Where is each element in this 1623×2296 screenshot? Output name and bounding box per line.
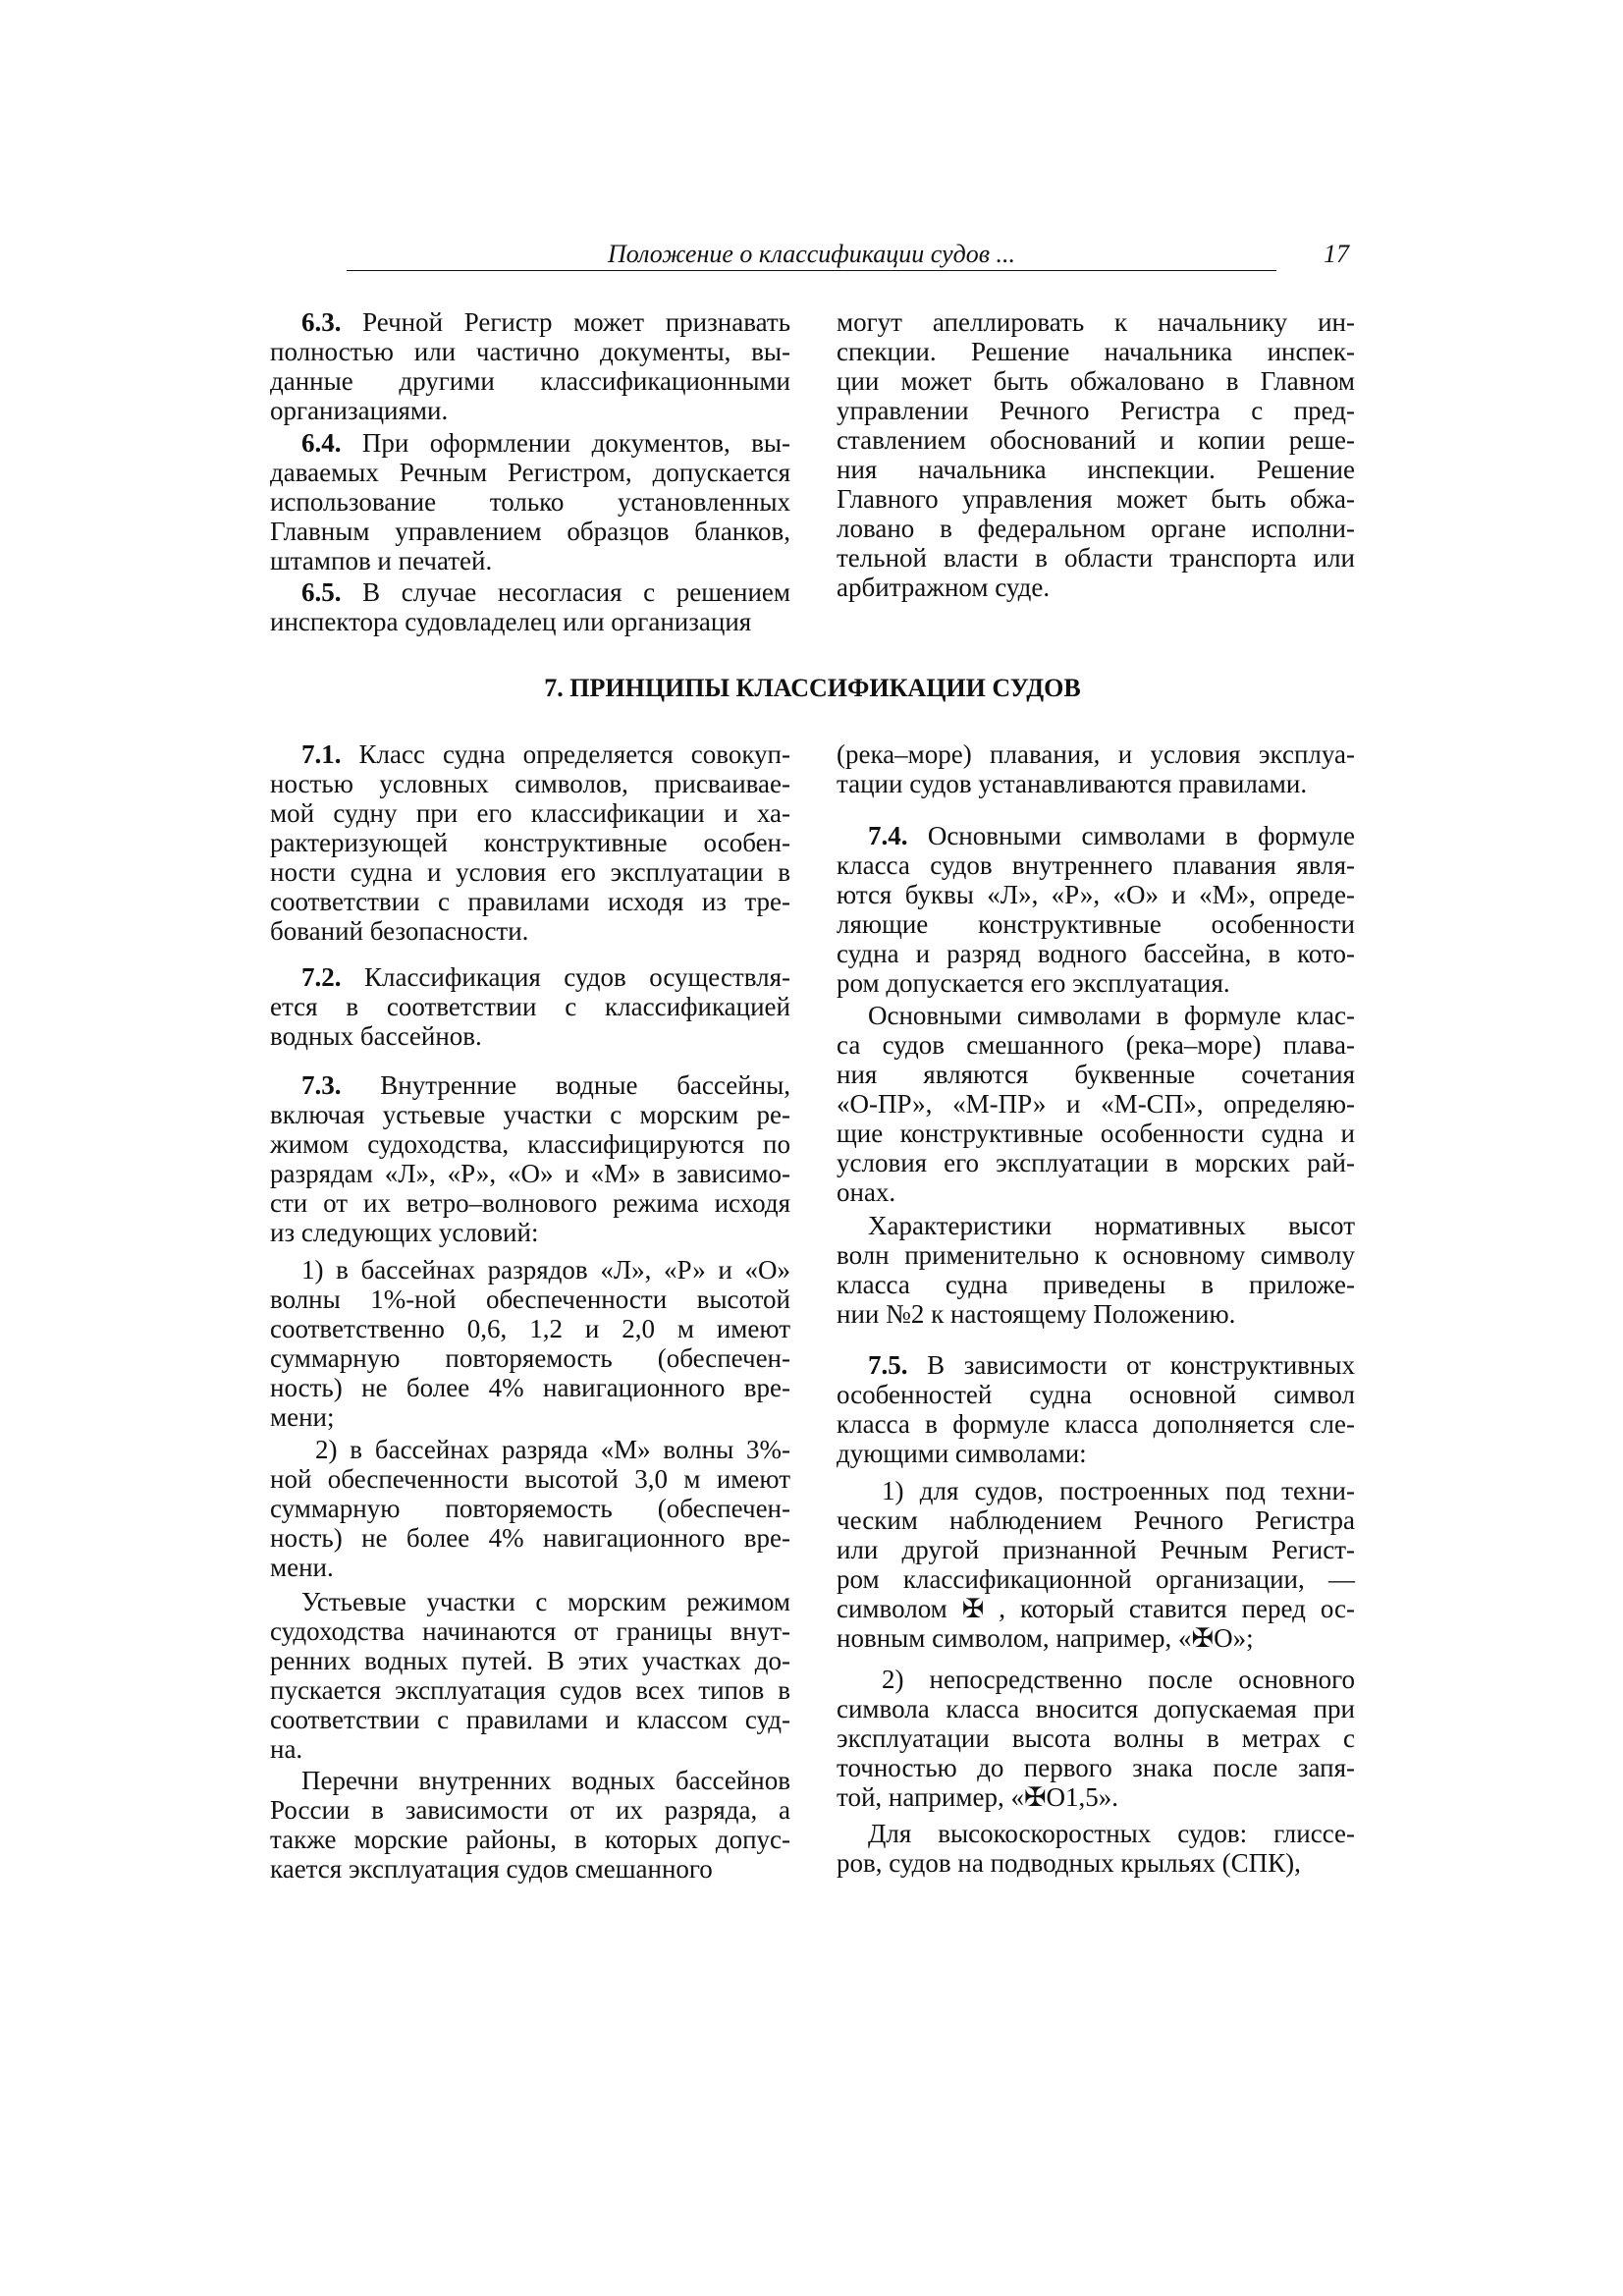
text-line <box>270 428 790 458</box>
paragraph-7-5-item-1 <box>837 1476 1355 1653</box>
text-line <box>270 769 790 798</box>
line-text: ческим наблюдением Речного Регистра <box>837 1505 1355 1535</box>
paragraph-basin-lists-continued <box>837 739 1355 798</box>
line-text: ной обеспеченности высотой 3,0 м имеют <box>270 1464 790 1494</box>
line-text: волн применительно к основному символу <box>837 1240 1355 1270</box>
text-line <box>837 484 1355 514</box>
text-line <box>270 1343 790 1373</box>
text-line <box>837 1270 1355 1299</box>
text-line <box>837 307 1355 337</box>
paragraph-7-1 <box>270 739 790 946</box>
text-line <box>837 1240 1355 1270</box>
text-line <box>837 514 1355 543</box>
text-line <box>837 1439 1355 1468</box>
text-line <box>270 1464 790 1494</box>
section-title: 7. ПРИНЦИПЫ КЛАССИФИКАЦИИ СУДОВ <box>544 674 1081 702</box>
text-line <box>270 1616 790 1646</box>
text-line <box>270 857 790 887</box>
text-line <box>837 850 1355 880</box>
text-line <box>270 607 790 636</box>
line-text: соответствии с правилами исходя из тре- <box>270 887 790 916</box>
line-text: ются буквы «Л», «Р», «О» и «М», опреде- <box>837 880 1355 909</box>
text-line <box>270 396 790 425</box>
line-text: (река–море) плавания, и условия эксплуа- <box>837 739 1355 769</box>
line-text: использование только установленных <box>270 487 790 517</box>
line-text: Главным управлением образцов бланков, <box>270 517 790 546</box>
clause-number: 6.4. <box>301 428 342 458</box>
text-line <box>837 1819 1355 1848</box>
text-line <box>270 1314 790 1343</box>
paragraph-7-4 <box>837 821 1355 998</box>
line-text: штампов и печатей. <box>270 546 493 575</box>
paragraph-6-3 <box>270 307 790 425</box>
paragraph-7-5 <box>837 1350 1355 1468</box>
line-text: символа класса вносится допускаемая при <box>837 1694 1355 1723</box>
text-line <box>270 546 790 575</box>
text-line <box>270 916 790 946</box>
paragraph-6-5 <box>270 577 790 636</box>
line-text: инспектора судовладелец или организация <box>270 607 752 636</box>
text-line <box>270 1435 790 1464</box>
line-text: ставлением обоснований и копии реше- <box>837 425 1355 455</box>
line-text: 2) непосредственно после основного <box>882 1665 1355 1694</box>
running-header-title: Положение о классификации судов ... <box>607 240 1016 268</box>
clause-number: 6.5. <box>301 577 342 607</box>
text-line <box>270 1188 790 1218</box>
text-line <box>270 1825 790 1854</box>
text-line <box>270 1159 790 1188</box>
text-line <box>270 828 790 857</box>
text-line <box>837 1476 1355 1505</box>
text-line <box>270 887 790 916</box>
text-line <box>837 573 1355 602</box>
text-line <box>270 962 790 992</box>
text-line <box>837 1782 1355 1812</box>
text-line <box>270 1285 790 1314</box>
line-text: дующими символами: <box>837 1439 1087 1468</box>
text-line <box>837 1030 1355 1060</box>
text-line <box>837 1723 1355 1753</box>
line-text: условия его эксплуатации в морских рай- <box>837 1148 1355 1177</box>
line-text: са судов смешанного (река–море) плава- <box>837 1030 1355 1060</box>
text-line <box>270 1402 790 1432</box>
line-text: ния являются буквенные сочетания <box>837 1060 1355 1089</box>
paragraph-7-2 <box>270 962 790 1051</box>
text-line <box>270 577 790 607</box>
text-line <box>837 1380 1355 1409</box>
line-text: ния начальника инспекции. Решение <box>837 455 1355 484</box>
text-line <box>270 337 790 366</box>
line-text: Перечни внутренних водных бассейнов <box>301 1766 790 1795</box>
paragraph-wave-heights <box>837 1211 1355 1329</box>
line-text: ром допускается его эксплуатация. <box>837 968 1230 998</box>
line-text: ностью условных символов, присваивае- <box>270 769 790 798</box>
line-text: мени. <box>270 1553 334 1582</box>
text-line <box>270 798 790 828</box>
line-text: ность) не более 4% навигационного вре- <box>270 1373 790 1402</box>
line-text: ром классификационной организации, — <box>837 1564 1355 1594</box>
clause-number: 7.3. <box>301 1070 342 1100</box>
line-text: разрядам «Л», «Р», «О» и «М» в зависимо- <box>270 1159 790 1188</box>
text-line <box>270 1373 790 1402</box>
text-line <box>270 1129 790 1159</box>
text-line <box>270 1766 790 1795</box>
paragraph-high-speed <box>837 1819 1355 1878</box>
line-text: также морские районы, в которых допус- <box>270 1825 790 1854</box>
text-line <box>837 1001 1355 1030</box>
paragraph-6-4 <box>270 428 790 575</box>
text-line <box>270 1795 790 1825</box>
text-line <box>837 455 1355 484</box>
text-line <box>837 425 1355 455</box>
line-text: соответственно 0,6, 1,2 и 2,0 м имеют <box>270 1314 790 1343</box>
text-line <box>837 366 1355 396</box>
clause-number: 6.3. <box>301 307 342 337</box>
text-line <box>837 1119 1355 1148</box>
line-text: класса в формуле класса дополняется сле- <box>837 1409 1355 1439</box>
line-text: управлении Речного Регистра с пред- <box>837 396 1355 425</box>
text-line <box>270 366 790 396</box>
line-text: 1) для судов, построенных под техни- <box>882 1476 1355 1505</box>
text-line <box>270 1734 790 1764</box>
line-text: могут апеллировать к начальнику ин- <box>837 307 1355 337</box>
text-line <box>837 1148 1355 1177</box>
text-line <box>270 307 790 337</box>
clause-number: 7.2. <box>301 962 342 992</box>
line-text: Основными символами в формуле <box>927 821 1356 850</box>
text-line <box>837 821 1355 850</box>
text-line <box>270 1646 790 1675</box>
text-line <box>270 1523 790 1553</box>
text-line <box>837 1505 1355 1535</box>
text-line <box>837 1177 1355 1207</box>
text-line <box>837 739 1355 769</box>
text-line <box>837 1409 1355 1439</box>
text-line <box>270 992 790 1021</box>
clause-number: 7.4. <box>868 821 908 850</box>
line-text: точностью до первого знака после запя- <box>837 1753 1355 1782</box>
line-text: сти от их ветро–волнового режима исходя <box>270 1188 790 1218</box>
text-line <box>837 1594 1355 1623</box>
text-line <box>837 1211 1355 1240</box>
line-text: арбитражном суде. <box>837 573 1051 602</box>
paragraph-mixed-navigation <box>837 1001 1355 1207</box>
line-text: особенностей судна основной символ <box>837 1380 1355 1409</box>
line-text: 2) в бассейнах разряда «М» волны 3%- <box>315 1435 790 1464</box>
line-text: нии №2 к настоящему Положению. <box>837 1299 1236 1329</box>
line-text: Внутренние водные бассейны, <box>380 1070 790 1100</box>
line-text: класса судна приведены в приложе- <box>837 1270 1355 1299</box>
text-line <box>837 769 1355 798</box>
line-text: водных бассейнов. <box>270 1021 482 1051</box>
text-line <box>837 880 1355 909</box>
line-text: щие конструктивные особенности судна и <box>837 1119 1355 1148</box>
text-line <box>270 517 790 546</box>
text-line <box>837 1350 1355 1380</box>
line-text: суммарную повторяемость (обеспечен- <box>270 1494 790 1523</box>
line-text: класса судов внутреннего плавания явля- <box>837 850 1355 880</box>
line-text: ляющие конструктивные особенности <box>837 909 1355 939</box>
text-line <box>270 739 790 769</box>
text-line <box>270 1021 790 1051</box>
line-text: ров, судов на подводных крыльях (СПК), <box>837 1848 1301 1878</box>
line-text: онах. <box>837 1177 896 1207</box>
line-text: ности судна и условия его эксплуатации в <box>270 857 790 887</box>
paragraph-7-5-item-2 <box>837 1665 1355 1812</box>
line-text: символом ✠ , который ставится перед ос- <box>837 1594 1355 1623</box>
clause-number: 7.5. <box>868 1350 908 1380</box>
line-text: В случае несогласия с решением <box>362 577 791 607</box>
line-text: мени; <box>270 1402 335 1432</box>
line-text: При оформлении документов, вы- <box>361 428 790 458</box>
text-line <box>837 1299 1355 1329</box>
text-line <box>837 1665 1355 1694</box>
text-line <box>837 543 1355 573</box>
line-text: суммарную повторяемость (обеспечен- <box>270 1343 790 1373</box>
text-line <box>837 968 1355 998</box>
line-text: судна и разряд водного бассейна, в кото- <box>837 939 1355 968</box>
line-text: даваемых Речным Регистром, допускается <box>270 458 790 487</box>
line-text: полностью или частично документы, вы- <box>270 337 790 366</box>
paragraph-7-3 <box>270 1070 790 1247</box>
line-text: данные другими классификационными <box>270 366 790 396</box>
text-line <box>270 1494 790 1523</box>
line-text: ренних водных путей. В этих участках до- <box>270 1646 790 1675</box>
line-text: судоходства начинаются от границы внут- <box>270 1616 790 1646</box>
text-line <box>837 1535 1355 1564</box>
line-text: России в зависимости от их разряда, а <box>270 1795 790 1825</box>
line-text: новным символом, например, «✠О»; <box>837 1623 1254 1653</box>
line-text: соответствии с правилами и классом суд- <box>270 1705 790 1734</box>
line-text: спекции. Решение начальника инспек- <box>837 337 1355 366</box>
line-text: бований безопасности. <box>270 916 529 946</box>
page-number: 17 <box>1324 240 1349 268</box>
text-line <box>837 939 1355 968</box>
line-text: из следующих условий: <box>270 1218 539 1247</box>
text-line <box>270 1255 790 1285</box>
text-line <box>270 1218 790 1247</box>
line-text: волны 1%-ной обеспеченности высотой <box>270 1285 790 1314</box>
paragraph-6-5-continued <box>837 307 1355 602</box>
paragraph-7-3-item-2 <box>270 1435 790 1582</box>
line-text: «О-ПР», «М-ПР» и «М-СП», определяю- <box>837 1089 1355 1119</box>
text-line <box>270 458 790 487</box>
text-line <box>837 1694 1355 1723</box>
line-text: на. <box>270 1734 303 1764</box>
line-text: организациями. <box>270 396 449 425</box>
line-text: кается эксплуатация судов смешанного <box>270 1854 713 1884</box>
text-line <box>837 909 1355 939</box>
header-rule <box>347 270 1276 271</box>
line-text: ется в соответствии с классификацией <box>270 992 790 1021</box>
text-line <box>837 1089 1355 1119</box>
text-line <box>270 1587 790 1616</box>
text-line <box>270 1675 790 1705</box>
line-text: Классификация судов осуществля- <box>363 962 790 992</box>
paragraph-estuary <box>270 1587 790 1764</box>
line-text: тации судов устанавливаются правилами. <box>837 769 1308 798</box>
text-line <box>270 487 790 517</box>
line-text: рактеризующей конструктивные особен- <box>270 828 790 857</box>
text-line <box>837 1623 1355 1653</box>
line-text: Устьевые участки с морским режимом <box>301 1587 790 1616</box>
line-text: Для высокоскоростных судов: глиссе- <box>868 1819 1355 1848</box>
text-line <box>837 1060 1355 1089</box>
line-text: 1) в бассейнах разрядов «Л», «Р» и «О» <box>301 1255 790 1285</box>
line-text: мой судну при его классификации и ха- <box>270 798 790 828</box>
line-text: жимом судоходства, классифицируются по <box>270 1129 790 1159</box>
text-line <box>270 1854 790 1884</box>
line-text: ность) не более 4% навигационного вре- <box>270 1523 790 1553</box>
line-text: той, например, «✠О1,5». <box>837 1782 1119 1812</box>
line-text: В зависимости от конструктивных <box>927 1350 1356 1380</box>
text-line <box>837 337 1355 366</box>
line-text: ловано в федеральном органе исполни- <box>837 514 1355 543</box>
clause-number: 7.1. <box>301 739 342 769</box>
text-line <box>837 396 1355 425</box>
text-line <box>270 1705 790 1734</box>
line-text: Основными символами в формуле клас- <box>868 1001 1355 1030</box>
line-text: тельной власти в области транспорта или <box>837 543 1355 573</box>
line-text: эксплуатации высота волны в метрах с <box>837 1723 1355 1753</box>
paragraph-basin-lists <box>270 1766 790 1884</box>
line-text: Речной Регистр может признавать <box>362 307 791 337</box>
text-line <box>837 1564 1355 1594</box>
text-line <box>270 1100 790 1129</box>
text-line <box>270 1553 790 1582</box>
line-text: пускается эксплуатация судов всех типов в <box>270 1675 790 1705</box>
line-text: Класс судна определяется совокуп- <box>358 739 791 769</box>
line-text: включая устьевые участки с морским ре- <box>270 1100 790 1129</box>
line-text: ции может быть обжаловано в Главном <box>837 366 1355 396</box>
text-line <box>837 1848 1355 1878</box>
line-text: Характеристики нормативных высот <box>868 1211 1355 1240</box>
line-text: или другой признанной Речным Регист- <box>837 1535 1355 1564</box>
line-text: Главного управления может быть обжа- <box>837 484 1355 514</box>
paragraph-7-3-item-1 <box>270 1255 790 1432</box>
text-line <box>837 1753 1355 1782</box>
text-line <box>270 1070 790 1100</box>
